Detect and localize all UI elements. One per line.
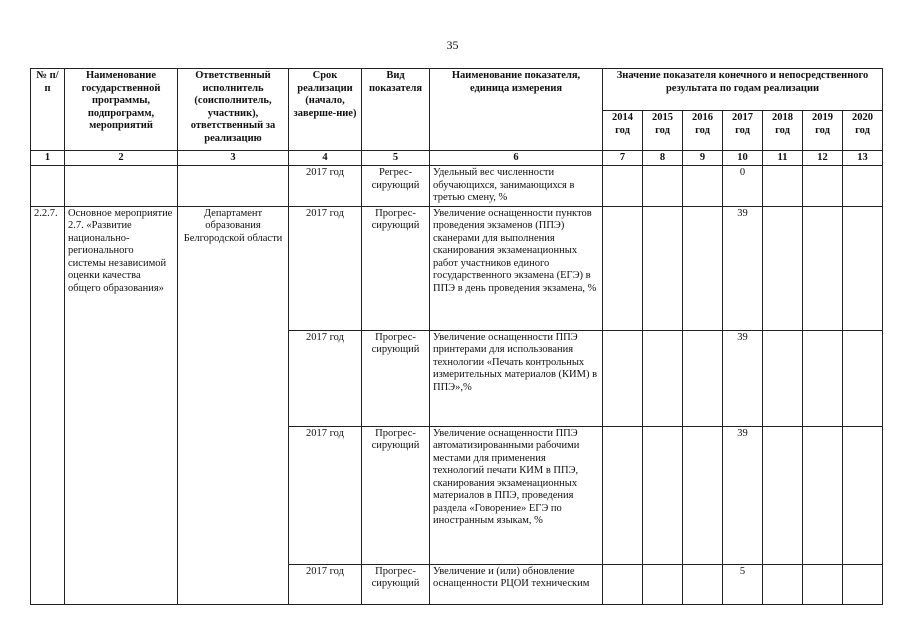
cell-number: 2.2.7. — [31, 206, 65, 604]
cell-value-2014 — [603, 564, 643, 604]
cell-value-2016 — [683, 564, 723, 604]
header-indicator-type: Вид показателя — [362, 69, 430, 151]
cell-value-2015 — [643, 206, 683, 330]
cell-program-name — [65, 166, 178, 207]
cell-value-2018 — [763, 564, 803, 604]
cell-value-2019 — [803, 330, 843, 426]
cell-value-2015 — [643, 166, 683, 207]
cell-value-2020 — [843, 206, 883, 330]
column-number: 1 — [31, 151, 65, 166]
column-number: 7 — [603, 151, 643, 166]
cell-value-2020 — [843, 330, 883, 426]
cell-indicator-type: Прогрес-сирующий — [362, 564, 430, 604]
cell-executor — [178, 166, 289, 207]
cell-value-2018 — [763, 426, 803, 564]
cell-value-2016 — [683, 330, 723, 426]
header-program-name: Наименование государственной программы, подпрограмм, мероприятий — [65, 69, 178, 151]
header-year-2017: 2017 год — [723, 111, 763, 151]
cell-value-2014 — [603, 330, 643, 426]
cell-indicator-type: Прогрес-сирующий — [362, 330, 430, 426]
header-year-2018: 2018 год — [763, 111, 803, 151]
cell-indicator-name: Увеличение оснащенности ППЭ автоматизированными рабочими местами для применения технологий печати КИМ в ППЭ, сканирования экзаменационных материалов в ППЭ, проведения раздела «Говорение» ЕГЭ по иностранным языкам, % — [430, 426, 603, 564]
cell-value-2019 — [803, 166, 843, 207]
cell-value-2015 — [643, 426, 683, 564]
cell-value-2020 — [843, 426, 883, 564]
column-numbers-row — [31, 151, 883, 166]
table-row — [31, 206, 883, 330]
header-year-2015: 2015 год — [643, 111, 683, 151]
cell-program-name: Основное мероприятие 2.7. «Развитие национально-регионального системы независимой оценки качества общего образования» — [65, 206, 178, 604]
column-number: 6 — [430, 151, 603, 166]
cell-value-2018 — [763, 166, 803, 207]
cell-value-2020 — [843, 564, 883, 604]
header-year-2016: 2016 год — [683, 111, 723, 151]
cell-indicator-type: Прогрес-сирующий — [362, 206, 430, 330]
cell-term: 2017 год — [289, 564, 362, 604]
column-number: 12 — [803, 151, 843, 166]
header-executor: Ответственный исполнитель (соисполнитель, участник), ответственный за реализацию — [178, 69, 289, 151]
column-number: 2 — [65, 151, 178, 166]
cell-term: 2017 год — [289, 166, 362, 207]
cell-indicator-name: Увеличение и (или) обновление оснащенности РЦОИ техническим — [430, 564, 603, 604]
column-number: 3 — [178, 151, 289, 166]
cell-value-2018 — [763, 206, 803, 330]
cell-value-2016 — [683, 166, 723, 207]
cell-value-2015 — [643, 564, 683, 604]
cell-value-2019 — [803, 206, 843, 330]
column-number: 10 — [723, 151, 763, 166]
cell-value-2017: 39 — [723, 206, 763, 330]
header-indicator-name: Наименование показателя, единица измерения — [430, 69, 603, 151]
header-year-2020: 2020 год — [843, 111, 883, 151]
cell-value-2016 — [683, 426, 723, 564]
cell-value-2014 — [603, 426, 643, 564]
cell-executor: Департамент образования Белгородской области — [178, 206, 289, 604]
header-year-2019: 2019 год — [803, 111, 843, 151]
column-number: 4 — [289, 151, 362, 166]
header-year-2014: 2014 год — [603, 111, 643, 151]
header-number: № п/п — [31, 69, 65, 151]
cell-term: 2017 год — [289, 206, 362, 330]
column-number: 13 — [843, 151, 883, 166]
cell-value-2017: 39 — [723, 426, 763, 564]
column-number: 11 — [763, 151, 803, 166]
column-number: 8 — [643, 151, 683, 166]
header-term: Срок реализации (начало, заверше-ние) — [289, 69, 362, 151]
column-number: 5 — [362, 151, 430, 166]
cell-value-2014 — [603, 206, 643, 330]
cell-value-2020 — [843, 166, 883, 207]
cell-indicator-name: Увеличение оснащенности ППЭ принтерами для использования технологии «Печать контрольных измерительных материалов (КИМ) в ППЭ»,% — [430, 330, 603, 426]
cell-value-2017: 39 — [723, 330, 763, 426]
cell-term: 2017 год — [289, 330, 362, 426]
cell-value-2015 — [643, 330, 683, 426]
cell-term: 2017 год — [289, 426, 362, 564]
cell-indicator-type: Регрес-сирующий — [362, 166, 430, 207]
header-values-group: Значение показателя конечного и непосредственного результата по годам реализации — [603, 69, 883, 111]
cell-indicator-name: Удельный вес численности обучающихся, занимающихся в третью смену, % — [430, 166, 603, 207]
cell-number — [31, 166, 65, 207]
cell-value-2019 — [803, 426, 843, 564]
column-number: 9 — [683, 151, 723, 166]
cell-value-2017: 0 — [723, 166, 763, 207]
cell-value-2016 — [683, 206, 723, 330]
cell-indicator-type: Прогрес-сирующий — [362, 426, 430, 564]
cell-value-2014 — [603, 166, 643, 207]
page-number: 35 — [446, 38, 459, 52]
indicators-table — [30, 68, 883, 605]
table-row — [31, 166, 883, 207]
cell-value-2018 — [763, 330, 803, 426]
cell-indicator-name: Увеличение оснащенности пунктов проведения экзаменов (ППЭ) сканерами для выполнения сканирования экзаменационных работ участников единого государственного экзамена (ЕГЭ) в ППЭ в день проведения экзамена, % — [430, 206, 603, 330]
cell-value-2019 — [803, 564, 843, 604]
cell-value-2017: 5 — [723, 564, 763, 604]
